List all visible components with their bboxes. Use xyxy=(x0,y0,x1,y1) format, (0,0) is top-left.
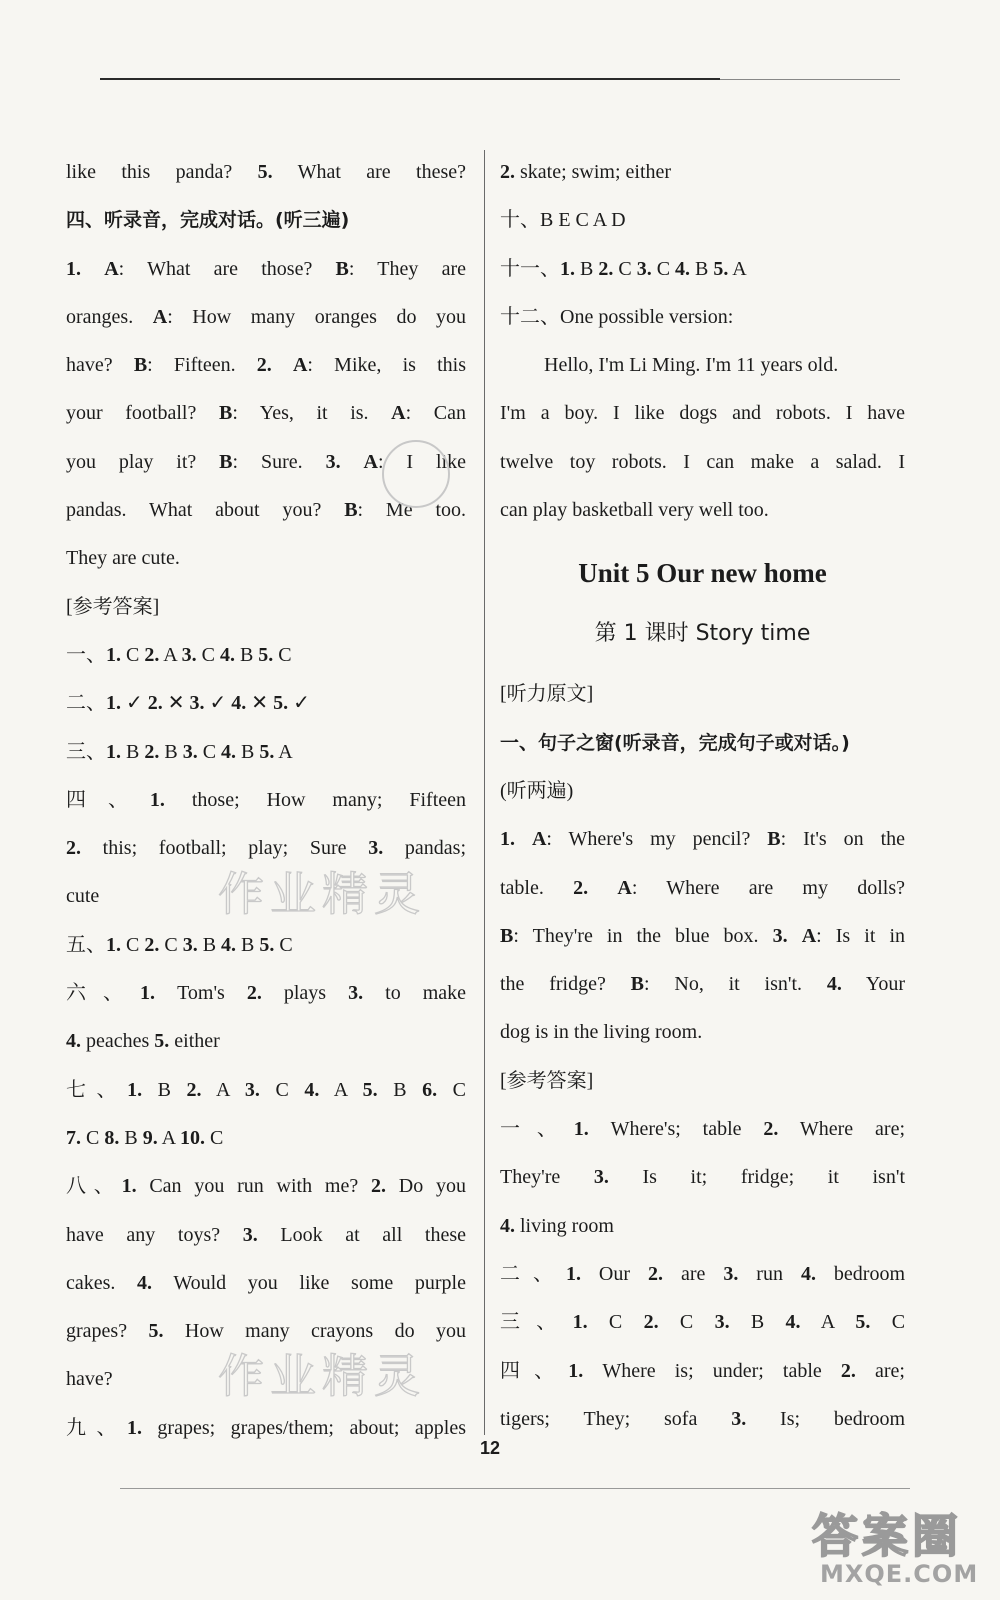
text-run: : Yes, it is. xyxy=(232,402,392,425)
bold-run: B xyxy=(767,828,781,851)
bold-run: 5. xyxy=(362,1078,378,1101)
text-run xyxy=(341,451,364,473)
bold-run: 2. xyxy=(573,876,589,899)
bold-run: A xyxy=(363,450,378,473)
text-line xyxy=(66,293,466,341)
text-run: ✓ xyxy=(121,692,148,715)
text-run: plays xyxy=(261,982,349,1005)
text-line xyxy=(500,389,905,437)
text-run: grapes? xyxy=(66,1320,149,1343)
text-line xyxy=(66,1259,466,1307)
bold-run: B xyxy=(500,924,514,947)
text-run: ✕ xyxy=(162,692,190,715)
text-run: 六、 xyxy=(66,982,141,1005)
text-run: B xyxy=(575,257,599,280)
text-run: Is; bedroom xyxy=(746,1407,905,1430)
bold-run: 4. xyxy=(221,933,237,956)
text-line xyxy=(500,196,905,244)
text-run: you play it? xyxy=(66,450,220,473)
text-run: Look at all these xyxy=(257,1223,466,1246)
text-line xyxy=(66,1017,466,1065)
text-line xyxy=(500,341,905,389)
bold-run: 5. xyxy=(713,257,729,280)
text-run: : What are those? xyxy=(118,257,336,280)
text-run: They're xyxy=(500,1166,594,1189)
text-run: skate; swim; either xyxy=(515,161,672,183)
text-run: I'm a boy. I like dogs and robots. I have xyxy=(500,402,905,425)
bold-run: 4. xyxy=(675,257,691,280)
text-line xyxy=(500,245,905,293)
site-logo xyxy=(790,1490,980,1600)
watermark-mid: 作业精灵 xyxy=(218,867,426,921)
bold-run: 3. xyxy=(189,692,205,715)
text-run: 十一、 xyxy=(500,257,560,280)
top-rule-thin xyxy=(720,79,900,80)
text-run: 十、B E C A D xyxy=(500,209,626,232)
bold-run: 2. xyxy=(500,161,515,183)
text-run: C xyxy=(159,933,183,956)
text-run: B xyxy=(377,1078,423,1101)
bold-run: A xyxy=(292,354,308,377)
bold-run: B xyxy=(219,450,233,473)
text-line xyxy=(500,1057,905,1105)
text-run: 四、 xyxy=(500,1359,569,1382)
text-run: your football? xyxy=(66,402,219,425)
bold-run: B xyxy=(218,402,233,425)
bold-run: 3. xyxy=(182,933,198,956)
text-run: Would you like some purple xyxy=(152,1271,466,1294)
bold-run: 2. xyxy=(144,740,160,763)
bold-run: A xyxy=(391,402,406,425)
text-line xyxy=(500,1298,905,1346)
bold-run: 3. xyxy=(731,1407,747,1430)
bold-run: 1. xyxy=(573,1118,589,1141)
text-run: pandas. What about you? xyxy=(66,499,345,522)
text-run: C xyxy=(81,1126,105,1149)
stamp-seal xyxy=(382,440,450,508)
text-run: B xyxy=(234,643,259,666)
text-run: Can you run with me? xyxy=(136,1175,371,1198)
text-line xyxy=(500,486,905,534)
text-run: C xyxy=(259,1078,305,1101)
text-run: A xyxy=(800,1311,856,1334)
bold-run: 5. xyxy=(273,692,289,715)
bold-run: A xyxy=(617,876,632,899)
text-line xyxy=(66,341,466,389)
bold-run: 3. xyxy=(325,450,341,473)
bold-run: 5. xyxy=(148,1320,164,1343)
bold-run: 3. xyxy=(182,740,198,763)
bold-run: 2. xyxy=(598,257,614,280)
bold-run: 2. xyxy=(256,354,272,377)
text-run: : Fifteen. xyxy=(147,354,257,377)
text-run: 一、句子之窗(听录音，完成句子或对话。) xyxy=(500,731,850,754)
text-run: Hello, I'm Li Ming. I'm 11 years old. xyxy=(544,354,839,377)
bold-run: 5. xyxy=(259,933,275,956)
bottom-rule xyxy=(120,1488,910,1489)
bold-run: 2. xyxy=(144,643,160,666)
text-run xyxy=(515,828,532,850)
text-run: B xyxy=(142,1078,187,1101)
text-run: Tom's xyxy=(155,982,247,1005)
bold-run: A xyxy=(531,828,547,851)
lesson-title: 第 1 课时 Story time xyxy=(594,621,811,647)
bold-run: A xyxy=(104,257,119,280)
bold-run: 5. xyxy=(259,740,275,763)
bold-run: 2. xyxy=(647,1262,663,1285)
bold-run: 3. xyxy=(181,643,197,666)
text-run: B xyxy=(236,740,260,763)
text-line xyxy=(66,1114,466,1162)
text-line xyxy=(66,921,466,969)
bold-run: 4. xyxy=(500,1214,515,1237)
text-run: 二、 xyxy=(66,692,106,715)
text-line xyxy=(500,1153,905,1201)
bold-run: 7. xyxy=(66,1126,81,1149)
bold-run: 2. xyxy=(840,1359,856,1382)
text-run: A xyxy=(274,740,293,763)
text-run: A xyxy=(157,1126,180,1149)
text-run xyxy=(788,925,802,947)
text-line xyxy=(500,815,905,863)
unit-title: Unit 5 Our new home xyxy=(578,558,827,589)
bold-run: 2. xyxy=(763,1118,779,1141)
text-run: are xyxy=(662,1262,724,1285)
text-run: C xyxy=(651,257,676,280)
text-run: 八、 xyxy=(66,1175,122,1198)
text-run: : No, it isn't. xyxy=(644,973,827,996)
bold-run: 3. xyxy=(244,1078,260,1101)
text-run: 三、 xyxy=(500,1311,573,1334)
text-run: (听两遍) xyxy=(500,779,574,802)
text-run: B xyxy=(121,740,145,763)
text-run: bedroom xyxy=(815,1262,905,1285)
text-run: run xyxy=(738,1262,801,1285)
text-run: C xyxy=(613,257,637,280)
bold-run: 1. xyxy=(127,1078,143,1101)
bold-run: 1. xyxy=(140,982,156,1005)
text-run: : They're in the blue box. xyxy=(513,924,773,947)
text-run: Where's; table xyxy=(588,1118,764,1141)
bold-run: 1. xyxy=(106,740,121,763)
text-line xyxy=(500,1202,905,1250)
bold-run: 3. xyxy=(368,837,384,860)
bold-run: 3. xyxy=(714,1311,730,1334)
text-line xyxy=(500,719,905,767)
text-line xyxy=(66,583,466,631)
text-run: : Can xyxy=(405,402,466,425)
text-run: to make xyxy=(363,982,466,1005)
text-run: C xyxy=(121,643,145,666)
text-line xyxy=(66,148,466,196)
text-line xyxy=(500,1395,905,1443)
text-run: : Sure. xyxy=(232,450,326,473)
bold-run: 6. xyxy=(422,1078,438,1101)
bold-run: 3. xyxy=(723,1262,739,1285)
text-run: : How many oranges do you xyxy=(167,305,466,328)
text-run: : It's on the xyxy=(780,828,905,851)
text-run: C xyxy=(437,1078,466,1101)
bold-run: 1. xyxy=(126,1416,142,1439)
column-divider xyxy=(484,150,485,1435)
text-run: B xyxy=(690,257,714,280)
text-run: : Is it in xyxy=(816,924,905,947)
text-run: dog is in the living room. xyxy=(500,1021,703,1044)
bold-run: 4. xyxy=(785,1311,801,1334)
text-run: either xyxy=(169,1030,220,1053)
text-run: : Mike, is this xyxy=(307,354,466,377)
bold-run: 10. xyxy=(179,1126,205,1149)
text-run xyxy=(81,258,104,280)
text-run: Where are; xyxy=(778,1118,905,1141)
text-run: C xyxy=(273,643,292,666)
text-run: peaches xyxy=(81,1030,155,1053)
bold-run: 1. xyxy=(149,788,165,811)
bold-run: 4. xyxy=(137,1271,153,1294)
text-line xyxy=(66,1066,466,1114)
text-run: this; football; play; Sure xyxy=(81,837,369,860)
text-line xyxy=(500,767,905,815)
text-run: like this panda? xyxy=(66,161,258,183)
bold-run: 1. xyxy=(560,257,575,280)
text-line xyxy=(500,148,905,196)
text-line xyxy=(66,728,466,776)
bold-run: 4. xyxy=(231,692,247,715)
text-line xyxy=(500,1250,905,1298)
bold-run: 5. xyxy=(258,643,274,666)
text-run: B xyxy=(119,1126,143,1149)
bold-run: 4. xyxy=(304,1078,320,1101)
text-run: living room xyxy=(515,1214,614,1237)
text-run: the fridge? xyxy=(500,973,631,996)
text-run: Is it; fridge; it isn't xyxy=(608,1166,905,1189)
text-line xyxy=(66,631,466,679)
right-column xyxy=(500,148,905,1443)
text-run: C xyxy=(274,933,293,956)
bold-run: 4. xyxy=(800,1262,816,1285)
text-run: 五、 xyxy=(66,933,106,956)
text-run: [听力原文] xyxy=(500,683,594,706)
text-run: ✕ xyxy=(246,692,274,715)
text-run: table. xyxy=(500,876,574,899)
text-run: C xyxy=(197,740,222,763)
bold-run: 1. xyxy=(106,692,121,715)
text-line xyxy=(66,1162,466,1210)
text-line xyxy=(66,679,466,727)
text-run: B xyxy=(236,933,260,956)
bold-run: 2. xyxy=(144,933,160,956)
page-number: 12 xyxy=(479,1438,501,1458)
text-run: grapes; grapes/them; about; apples xyxy=(141,1416,466,1439)
bold-run: 5. xyxy=(154,1030,170,1053)
text-run: Where is; under; table xyxy=(583,1359,841,1382)
text-run: 七、 xyxy=(66,1078,128,1101)
text-line xyxy=(66,389,466,437)
text-line xyxy=(66,196,466,244)
text-run: B xyxy=(197,933,222,956)
text-run: 九、 xyxy=(66,1416,127,1439)
text-line xyxy=(500,960,905,1008)
text-run: : Where are my dolls? xyxy=(631,876,905,899)
bold-run: 2. xyxy=(371,1175,386,1198)
bold-run: 4. xyxy=(826,973,842,996)
text-run: B xyxy=(729,1311,786,1334)
text-run: 一、 xyxy=(500,1118,574,1141)
bold-run: 3. xyxy=(772,924,788,947)
text-run: 四、听录音，完成对话。(听三遍) xyxy=(66,209,350,232)
bold-run: A xyxy=(152,305,168,328)
bold-run: 2. xyxy=(186,1078,202,1101)
text-run: : Where's my pencil? xyxy=(546,828,768,851)
bold-run: 2. xyxy=(643,1311,659,1334)
text-run xyxy=(272,354,293,376)
right-column-top xyxy=(500,148,905,534)
text-run: 三、 xyxy=(66,740,106,763)
text-run: A xyxy=(159,643,182,666)
text-run: What are these? xyxy=(272,161,466,183)
bold-run: 2. xyxy=(147,692,163,715)
text-run: 四、 xyxy=(66,788,150,811)
text-run: C xyxy=(121,933,145,956)
bold-run: A xyxy=(801,924,817,947)
site-logo-url: MXQE.COM xyxy=(820,1560,979,1588)
bold-run: 1. xyxy=(66,257,81,280)
text-run: [参考答案] xyxy=(66,595,160,618)
top-rule xyxy=(100,78,720,80)
text-line xyxy=(500,293,905,341)
bold-run: 8. xyxy=(104,1126,120,1149)
bold-run: 4. xyxy=(221,740,237,763)
text-run: twelve toy robots. I can make a salad. I xyxy=(500,450,905,473)
text-run: [参考答案] xyxy=(500,1069,594,1092)
text-run: C xyxy=(870,1311,905,1334)
bold-run: 1. xyxy=(106,643,121,666)
bold-run: B xyxy=(630,973,645,996)
text-run: oranges. xyxy=(66,305,153,328)
text-run: 二、 xyxy=(500,1262,566,1285)
bold-run: 5. xyxy=(855,1311,871,1334)
text-run: 一、 xyxy=(66,643,106,666)
text-run: ✓ xyxy=(204,692,232,715)
bold-run: B xyxy=(133,354,148,377)
text-run: Your xyxy=(841,973,905,996)
text-run: tigers; They; sofa xyxy=(500,1407,732,1430)
bold-run: 2. xyxy=(246,982,262,1005)
text-run: How many crayons do you xyxy=(163,1320,466,1343)
text-line xyxy=(66,1211,466,1259)
text-line xyxy=(500,912,905,960)
bold-run: 5. xyxy=(257,161,273,183)
text-run: A xyxy=(201,1078,245,1101)
right-column-bottom xyxy=(500,670,905,1443)
bold-run: 4. xyxy=(219,643,235,666)
text-run: have? xyxy=(66,1368,113,1391)
bold-run: B xyxy=(344,499,358,522)
text-line xyxy=(500,438,905,486)
bold-run: B xyxy=(335,257,349,280)
text-run: They are cute. xyxy=(66,547,180,570)
text-run: cakes. xyxy=(66,1271,138,1294)
bold-run: 4. xyxy=(66,1030,81,1053)
text-run: : Me too. xyxy=(357,499,466,522)
bold-run: 2. xyxy=(66,837,81,860)
bold-run: 1. xyxy=(121,1175,137,1198)
text-run: : I like xyxy=(377,450,466,473)
text-run xyxy=(588,877,617,899)
text-run: have any toys? xyxy=(66,1223,243,1246)
text-run: B xyxy=(159,740,183,763)
text-run: Our xyxy=(580,1262,648,1285)
bold-run: 1. xyxy=(500,828,515,851)
text-run: have? xyxy=(66,354,134,377)
text-run: : They are xyxy=(348,257,466,280)
text-run: are; xyxy=(855,1359,905,1382)
text-run: cute xyxy=(66,885,100,908)
text-run: Do you xyxy=(386,1175,466,1198)
text-run: C xyxy=(587,1311,644,1334)
bold-run: 1. xyxy=(572,1311,588,1334)
text-line xyxy=(66,534,466,582)
text-line xyxy=(66,969,466,1017)
text-run: 十二、One possible version: xyxy=(500,305,734,328)
watermark-low: 作业精灵 xyxy=(218,1349,426,1403)
text-run: C xyxy=(204,1126,224,1149)
bold-run: 1. xyxy=(568,1359,584,1382)
text-line xyxy=(500,670,905,718)
bold-run: 3. xyxy=(636,257,652,280)
text-run: A xyxy=(319,1078,363,1101)
text-line xyxy=(500,1008,905,1056)
text-run: pandas; xyxy=(383,837,466,860)
text-line xyxy=(500,864,905,912)
text-run: ✓ xyxy=(288,692,310,715)
bold-run: 3. xyxy=(593,1166,609,1189)
text-run: C xyxy=(658,1311,715,1334)
site-logo-main: 答案圈 xyxy=(812,1509,962,1563)
text-line xyxy=(66,776,466,824)
bold-run: 3. xyxy=(348,982,364,1005)
text-run: A xyxy=(728,257,747,280)
text-run: can play basketball very well too. xyxy=(500,499,769,522)
bold-run: 1. xyxy=(106,933,121,956)
left-column xyxy=(66,148,466,1452)
text-line xyxy=(500,1347,905,1395)
bold-run: 3. xyxy=(242,1223,258,1246)
text-line xyxy=(500,1105,905,1153)
text-line xyxy=(66,245,466,293)
bold-run: 1. xyxy=(565,1262,581,1285)
text-run: C xyxy=(196,643,220,666)
bold-run: 9. xyxy=(142,1126,158,1149)
text-run: those; How many; Fifteen xyxy=(164,788,466,811)
